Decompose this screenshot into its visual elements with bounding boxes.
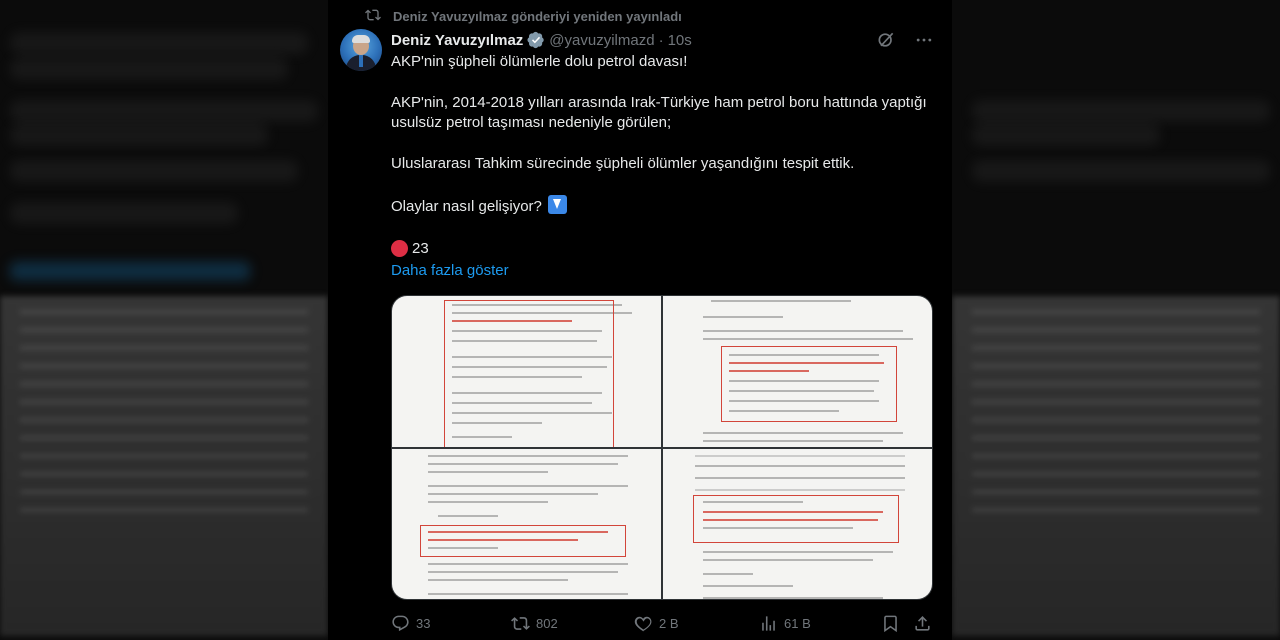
- views-icon: [759, 614, 778, 633]
- repost-icon: [511, 614, 530, 633]
- tweet-time[interactable]: 10s: [667, 31, 692, 49]
- grok-icon[interactable]: [876, 30, 896, 50]
- repost-button[interactable]: [511, 614, 558, 633]
- red-circle-emoji: [391, 240, 408, 257]
- tweet-media[interactable]: [391, 295, 933, 600]
- like-count: 2 B: [659, 615, 679, 631]
- tweet-top-actions: [876, 30, 934, 50]
- reaction-row: [391, 240, 429, 257]
- share-icon: [913, 614, 932, 633]
- reply-icon: [391, 614, 410, 633]
- bookmark-icon: [881, 614, 900, 633]
- like-button[interactable]: [634, 614, 679, 633]
- reply-button[interactable]: [391, 614, 430, 633]
- author-name[interactable]: Deniz Yavuzyılmaz: [391, 31, 524, 49]
- reaction-count: 23: [412, 240, 429, 257]
- share-button[interactable]: [913, 614, 932, 633]
- arrow-down-emoji: [548, 195, 567, 214]
- show-more-link[interactable]: Daha fazla göster: [391, 262, 509, 279]
- author-handle[interactable]: @yavuzyilmazd: [549, 31, 655, 49]
- tweet-line: AKP'nin şüpheli ölümlerle dolu petrol davası!: [391, 53, 688, 70]
- media-image[interactable]: [392, 449, 661, 600]
- repost-indicator[interactable]: [365, 7, 682, 25]
- tweet[interactable]: [328, 0, 952, 640]
- media-image[interactable]: [663, 449, 932, 600]
- background-left: [0, 0, 328, 640]
- media-image[interactable]: [663, 296, 932, 447]
- tweet-line: Olaylar nasıl gelişiyor?: [391, 198, 542, 215]
- media-image[interactable]: [392, 296, 661, 447]
- avatar[interactable]: [340, 29, 382, 71]
- bookmark-button[interactable]: [881, 614, 900, 633]
- more-icon[interactable]: [914, 30, 934, 50]
- tweet-line: Uluslararası Tahkim sürecinde şüpheli ölümler yaşandığını tespit ettik.: [391, 155, 855, 172]
- reply-count: 33: [416, 615, 431, 631]
- verified-icon: [527, 31, 545, 49]
- repost-count: 802: [536, 615, 558, 631]
- tweet-line: AKP'nin, 2014-2018 yılları arasında Irak-Türkiye ham petrol boru hattında yaptığı usulsüz petrol taşıması nedeniyle görülen;: [391, 94, 927, 131]
- background-right: [952, 0, 1280, 640]
- tweet-text: [391, 52, 931, 217]
- repost-text: Deniz Yavuzyılmaz gönderiyi yeniden yayınladı: [393, 8, 682, 24]
- like-icon: [634, 614, 653, 633]
- tweet-actions: [391, 612, 933, 634]
- tweet-header: Deniz Yavuzyılmaz @yavuzyilmazd · 10s: [391, 31, 692, 49]
- views-count: 61 B: [784, 615, 811, 631]
- repost-icon: [365, 7, 383, 25]
- views-button[interactable]: [759, 614, 811, 633]
